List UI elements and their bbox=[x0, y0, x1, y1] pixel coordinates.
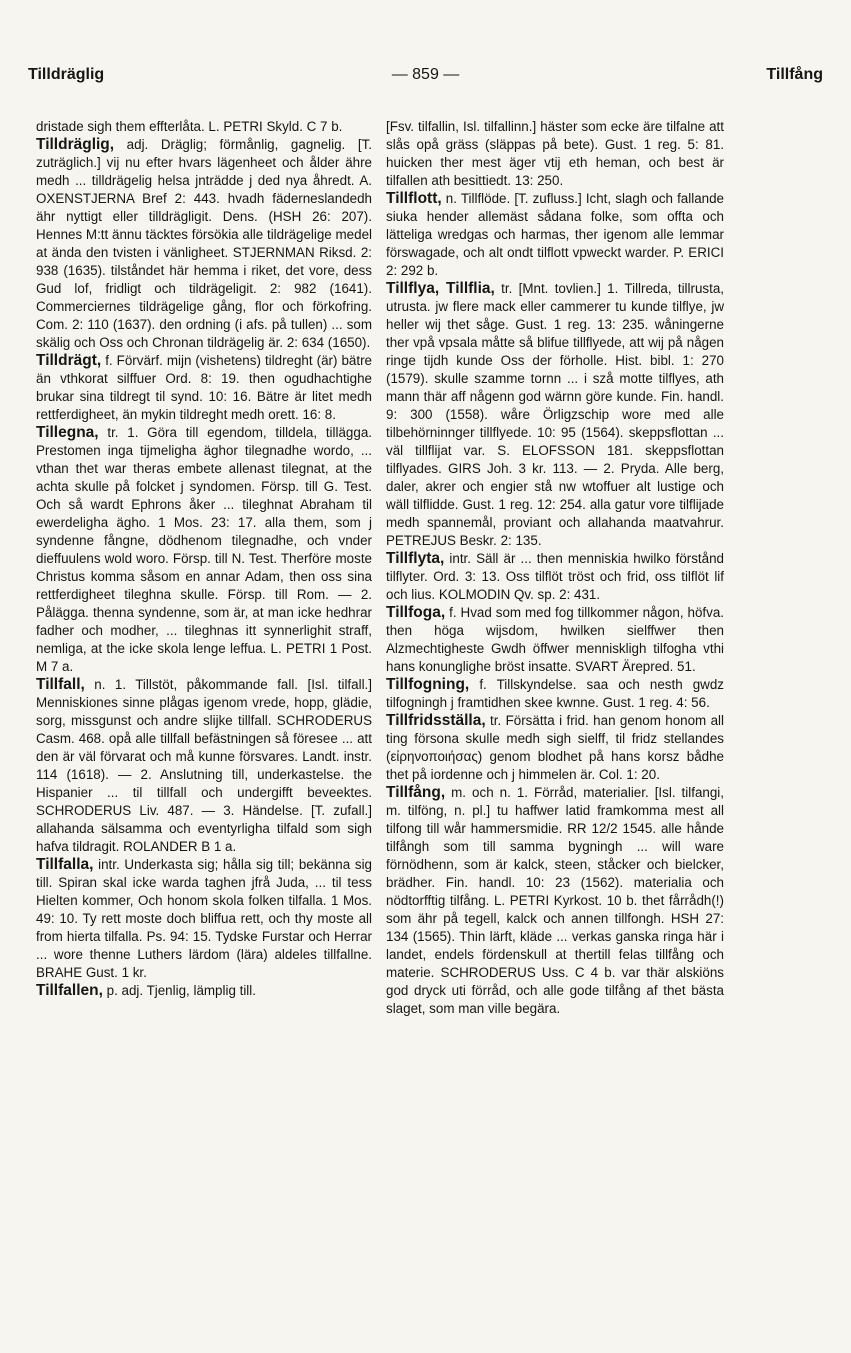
page-header bbox=[28, 66, 823, 92]
entry-text: f. Tillskyndelse. saa och nesth gwdz tilfogningh j framtidhen skee kwnne. Gust. 1 reg. 4: 56. bbox=[386, 677, 724, 710]
entry-continuation bbox=[386, 118, 724, 190]
page-number: — 859 — bbox=[391, 66, 460, 83]
headword: Tilldräglig, bbox=[36, 136, 115, 153]
header-last-word: Tillfång bbox=[766, 66, 823, 83]
entry-text: intr. Underkasta sig; hålla sig till; bekänna sig till. Spiran skal icke warda taghen jfrå Juda, ... til tess Hielten kommer, Och honom skola folken tilfalla. 1 Mos. 49: 10. Ty rett moste doch bliffua rett, och thy moste all from hierta tilfalla. Ps. 94: 15. Tydske Furstar och Herrar ... wore thenne Luthers lärdom (lära) aldeles tillfallne. BRAHE Gust. 1 kr. bbox=[36, 857, 372, 980]
entry-tillflyta bbox=[386, 550, 724, 604]
entry-tillfridsstalla bbox=[386, 712, 724, 784]
entry-text: adj. Dräglig; förmånlig, gagnelig. [T. zuträglich.] vij nu efter hvars lägenheet och ålder ähre medh ... tilldrägelig helsa jnträdde j ded nya åhredt. A. OXENSTJERNA Bref 2: 443. hvadh fäderneslandedh ähr nyttigt eller tilldrägligit. Dens. (HSH 26: 207). Hennes M:tt ännu täcktes försökia alle tildrägelige medel at ända den tvisten i vänligheet. STJERNMAN Riksd. 2: 938 (1635). tilståndet här hemma i riket, det vore, dess Gud lof, fridligt och tildrägeligit. 2: 982 (1641). Commerciernes tildrägelige gång, flor och förkofring. Com. 2: 110 (1637). den ordning (i afs. på tullen) ... som skälig och Oss och Chronan tildrägelig är. 2: 634 (1650). bbox=[36, 137, 372, 350]
entry-text: tr. Försätta i frid. han genom honom all ting försona skulle medh sigh sielff, til fridz stellandes (εἰρηνοποιήσας) genom blodhet på hans korsz bådhe thet på iordenne och j himmelen är. Col. 1: 20. bbox=[386, 713, 724, 782]
entry-tillfallen bbox=[36, 982, 372, 1000]
headword: Tillfoga, bbox=[386, 604, 446, 621]
entry-tillflya bbox=[386, 280, 724, 550]
headword: Tillflya, Tillflia, bbox=[386, 280, 495, 297]
left-column bbox=[36, 118, 372, 1000]
entry-tillfogning bbox=[386, 676, 724, 712]
entry-text: f. Förvärf. mijn (vishetens) tildreght (är) bätre än vthkorat silffuer Ord. 8: 19. then ogudhachtighe brukar sina tildregt til synd. 10: 16. Bätre är litet medh rettferdigheet, än mykin tildreght medh orett. 16: 8. bbox=[36, 353, 372, 422]
right-column bbox=[386, 118, 724, 1018]
headword: Tillflott, bbox=[386, 190, 442, 207]
entry-text: dristade sigh them effterlåta. L. PETRI Skyld. C 7 b. bbox=[36, 119, 343, 134]
headword: Tillfridsställa, bbox=[386, 712, 486, 729]
headword: Tillfallen, bbox=[36, 982, 103, 999]
entry-text: n. Tillflöde. [T. zufluss.] Icht, slagh och fallande siuka hender allemäst sådana folke, som offta och lätteliga wredgas och harmas, ther igenom alle lemmar förswagade, och alt ondt tilflott vpweckt warder. P. ERICI 2: 292 b. bbox=[386, 191, 724, 278]
entry-tilldragt bbox=[36, 352, 372, 424]
headword: Tillflyta, bbox=[386, 550, 445, 567]
entry-tilldraglig bbox=[36, 136, 372, 352]
entry-continuation bbox=[36, 118, 372, 136]
entry-text: m. och n. 1. Förråd, materialier. [Isl. tilfangi, m. tilföng, n. pl.] tu haffwer latid framkomma mest all tilfong till wår hammersmidie. RR 12/2 1545. alle hånde tilfångh som till samma bygningh ... will ware förnödhenn, som är kalck, steen, ståcker och bielcker, brädher. Fin. handl. 10: 23 (1562). materialia och nödtorfftig tilfång. L. PETRI Kyrkost. 10 b. thet fårrådh(!) som ähr på tegell, kalck och annen tillfongh. HSH 27: 134 (1565). Thin lärft, kläde ... verkas ganska ringa här i landet, endels fördenskull at thertill felas tillfång och materie. SCHRODERUS Uss. C 4 b. var thär alskiöns god dryck uti förråd, och alle gode tilfång af thet bästa slaget, som man ville begära. bbox=[386, 785, 724, 1016]
headword: Tilldrägt, bbox=[36, 352, 102, 369]
entry-tillfang bbox=[386, 784, 724, 1018]
entry-text: [Fsv. tilfallin, Isl. tilfallinn.] häster som ecke äre tilfalne att slås opå gräss (släppas på bete). Gust. 1 reg. 5: 81. huicken ther mest äger vtij eth heman, och best är tilfallen ath besittiedt. 13: 250. bbox=[386, 119, 724, 188]
entry-text: tr. [Mnt. tovlien.] 1. Tillreda, tillrusta, utrusta. jw flere mack eller cammerer tu kunde tilflye, jw heller wij thet såge. Gust. 1 reg. 13: 235. wåningerne ther vpå vpsala måtte så blifue tillflyede, att wij på någen ringe tijdh kunde Oss der förholle. Hist. bibl. 1: 270 (1579). skulle szamme tornn ... i szå motte tilflyes, ath mann thär aff någenn god wärnn göre kunde. Fin. handl. 9: 300 (1558). wåre Örligzschip wore med alle tilbehörninnger tillflyede. 10: 95 (1564). skeppsflottan ... väl tillflijat var. S. ELOFSSON 181. skeppsflottan tilflyades. GIRS Joh. 3 kr. 113. — 2. Pryda. Alle berg, daler, akrer och engier stå nw wtoffuer alt lustige och wäll tilflidde. Gust. 1 reg. 12: 254. alla gatur vore tilflijade medh spannemål, proviant och allahanda maatvahrur. PETREJUS Beskr. 2: 135. bbox=[386, 281, 724, 548]
headword: Tillfång, bbox=[386, 784, 446, 801]
headword: Tillfalla, bbox=[36, 856, 94, 873]
entry-tillfalla bbox=[36, 856, 372, 982]
entry-tillfall bbox=[36, 676, 372, 856]
header-first-word: Tilldräglig bbox=[28, 66, 105, 83]
entry-tillflott bbox=[386, 190, 724, 280]
entry-text: f. Hvad som med fog tillkommer någon, höfva. then höga wijsdom, hwilken sielffwer then Alzmechtigheste Gwdh öffwer menniskligh tilfogha vthi hans konunglighe bröst insatte. SVART Ärepred. 51. bbox=[386, 605, 724, 674]
headword: Tillfall, bbox=[36, 676, 85, 693]
entry-text: p. adj. Tjenlig, lämplig till. bbox=[102, 983, 256, 998]
entry-text: tr. 1. Göra till egendom, tilldela, tillägga. Prestomen inga tijmeligha äghor tilegnadhe wordo, ... vthan thet war theras embete allenast tilegnat, at the achta skulle på folcket j syndomen. Försp. till G. Test. Och så wardt Ephrons åker ... tileghnat Abraham til ewerdeligha ägho. 1 Mos. 23: 17. alla them, som j syndenne fångne, dödhenom tilegnadhe, och vnder dieffuulens wold woro. Försp. till N. Test. Therföre moste Christus komma såsom en annar Adam, then oss sina rettferdigheet tileghna skulle. Försp. till Rom. — 2. Pålägga. thenna syndenne, som är, at man icke hedhrar fadher och modher, ... tileghnas itt synnerlighit straff, nemliga, at the icke skola lenge leffua. L. PETRI 1 Post. M 7 a. bbox=[36, 425, 372, 674]
entry-tillfoga bbox=[386, 604, 724, 676]
entry-tillegna bbox=[36, 424, 372, 676]
headword: Tillegna, bbox=[36, 424, 99, 441]
entry-text: intr. Säll är ... then menniskia hwilko förstånd tilflyter. Ord. 3: 13. Oss tilflöt tröst och frid, oss tilflöt lif och lius. KOLMODIN Qv. sp. 2: 431. bbox=[386, 551, 724, 602]
headword: Tillfogning, bbox=[386, 676, 470, 693]
entry-text: n. 1. Tillstöt, påkommande fall. [Isl. tilfall.] Menniskiones sinne plågas igenom vrede, hopp, glädie, sorg, missgunst och andre slijke tillfall. SCHRODERUS Casm. 468. opå alle tillfall befästningen så föresee ... att den är väl förvarat och må kunne försvares. Landt. instr. 114 (1618). — 2. Anslutning till, underkastelse. the Hispanier ... til tillfall och undergifft beveektes. SCHRODERUS Liv. 487. — 3. Händelse. [T. zufall.] allahanda sälsamma och eventyrligha tilfald som sigh hafva tildragit. ROLANDER B 1 a. bbox=[36, 677, 372, 854]
